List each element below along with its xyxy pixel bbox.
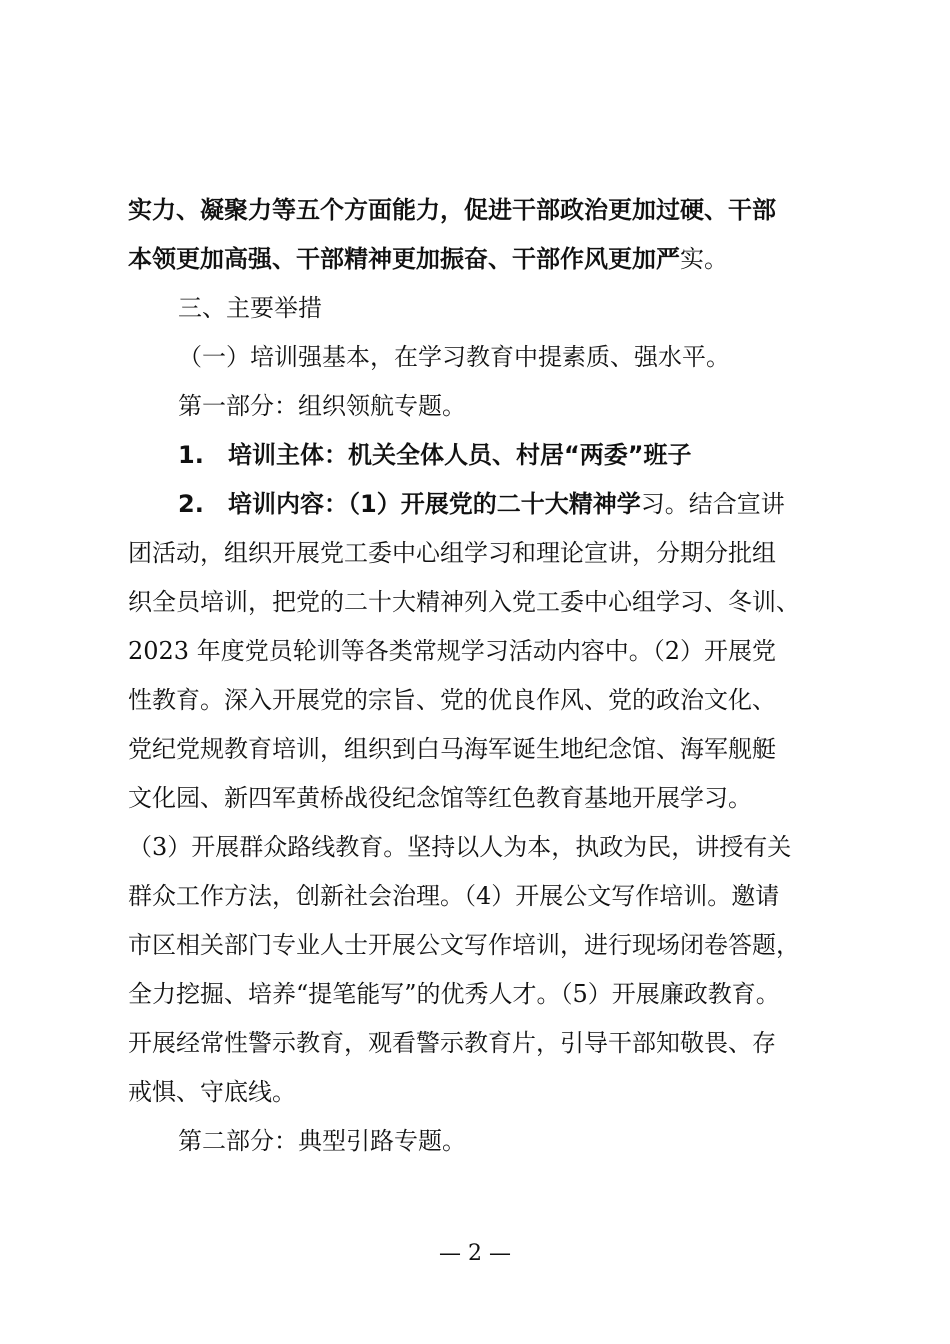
list-item	[128, 431, 833, 480]
paragraph-line: 全力挖掘、培养“提笔能写”的优秀人才。（5）开展廉政教育。	[128, 980, 780, 1008]
list-item-number: 1.	[178, 441, 204, 469]
paragraph-line	[128, 235, 833, 284]
paragraph-line: 2023 年度党员轮训等各类常规学习活动内容中。（2）开展党	[128, 637, 776, 665]
list-item-number: 2.	[178, 490, 204, 518]
part-heading: 第一部分：组织领航专题。	[178, 392, 466, 420]
paragraph-line: 市区相关部门专业人士开展公文写作培训，进行现场闭卷答题，	[128, 931, 800, 959]
document-body	[128, 186, 833, 1166]
paragraph-line: 织全员培训，把党的二十大精神列入党工委中心组学习、冬训、	[128, 588, 800, 616]
plain-text: 习。结合宣讲	[640, 490, 785, 518]
paragraph-line: 戒惧、守底线。	[128, 1078, 296, 1106]
list-item-text: 培训主体：机关全体人员、村居“两委”班子	[228, 441, 692, 469]
list-item	[128, 480, 833, 529]
paragraph-line: （3）开展群众路线教育。坚持以人为本，执政为民，讲授有关	[128, 833, 792, 861]
paragraph-line: 团活动，组织开展党工委中心组学习和理论宣讲，分期分批组	[128, 539, 776, 567]
paragraph-line: 性教育。深入开展党的宗旨、党的优良作风、党的政治文化、	[128, 686, 776, 714]
page-number: — 2 —	[439, 1241, 511, 1266]
bold-text: 本领更加高强、干部精神更加振奋、干部作风更加严	[128, 245, 680, 273]
plain-text: 实。	[680, 245, 728, 273]
paragraph-line: 群众工作方法，创新社会治理。（4）开展公文写作培训。邀请	[128, 882, 780, 910]
paragraph-line: 党纪党规教育培训，组织到白马海军诞生地纪念馆、海军舰艇	[128, 735, 776, 763]
paragraph-line: 开展经常性警示教育，观看警示教育片，引导干部知敬畏、存	[128, 1029, 776, 1057]
paragraph-line: 实力、凝聚力等五个方面能力，促进干部政治更加过硬、干部	[128, 196, 776, 224]
subsection-heading: （一）培训强基本，在学习教育中提素质、强水平。	[178, 343, 730, 371]
section-heading: 三、主要举措	[178, 294, 322, 322]
part-heading: 第二部分：典型引路专题。	[178, 1127, 466, 1155]
paragraph-line: 文化园、新四军黄桥战役纪念馆等红色教育基地开展学习。	[128, 784, 752, 812]
bold-text: 培训内容：（1）开展党的二十大精神学	[228, 490, 641, 518]
